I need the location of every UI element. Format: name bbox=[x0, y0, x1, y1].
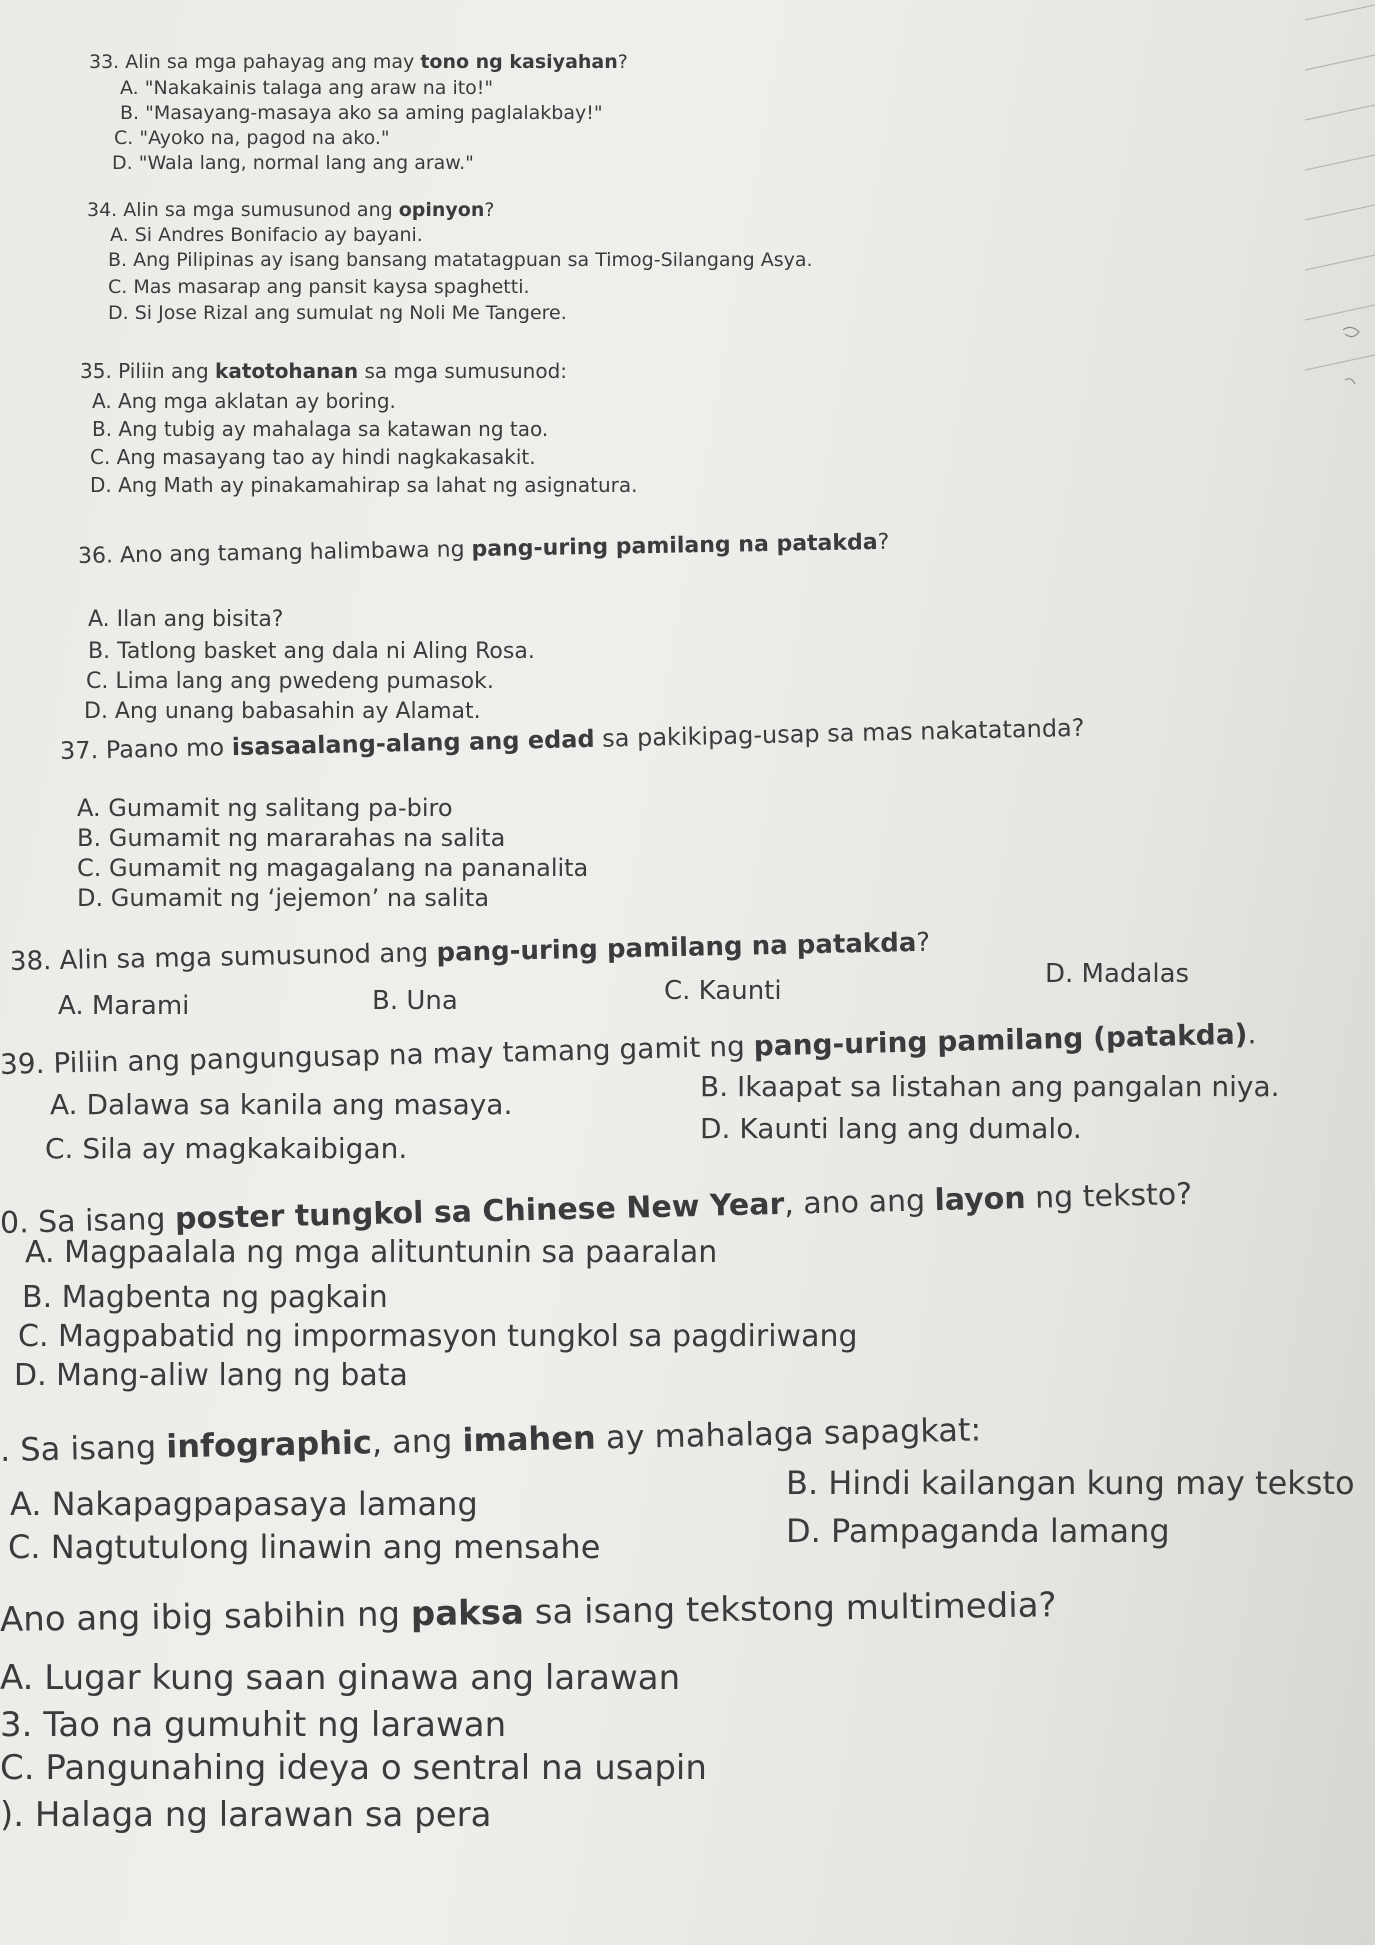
option-41-a[interactable]: A. Nakapagpapasaya lamang bbox=[10, 1485, 478, 1523]
option-33-b[interactable]: B. "Masayang-masaya ako sa aming paglalakbay!" bbox=[120, 102, 603, 124]
question-text: sa isang tekstong multimedia? bbox=[523, 1585, 1057, 1633]
option-37-c[interactable]: C. Gumamit ng magagalang na pananalita bbox=[77, 854, 589, 882]
option-42-d[interactable]: ). Halaga ng larawan sa pera bbox=[0, 1795, 492, 1835]
question-text: . bbox=[1247, 1017, 1257, 1051]
question-keyword: poster tungkol sa Chinese New Year bbox=[174, 1186, 785, 1237]
option-39-b[interactable]: B. Ikaapat sa listahan ang pangalan niya. bbox=[700, 1070, 1280, 1103]
question-text: ng teksto? bbox=[1025, 1176, 1193, 1216]
option-36-d[interactable]: D. Ang unang babasahin ay Alamat. bbox=[84, 699, 481, 724]
question-text: sa mga sumusunod: bbox=[358, 359, 568, 383]
option-42-b[interactable]: 3. Tao na gumuhit ng larawan bbox=[0, 1705, 507, 1745]
question-text: 34. Alin sa mga sumusunod ang bbox=[87, 199, 399, 221]
question-keyword: layon bbox=[934, 1180, 1027, 1219]
option-36-c[interactable]: C. Lima lang ang pwedeng pumasok. bbox=[86, 669, 494, 694]
option-37-b[interactable]: B. Gumamit ng mararahas na salita bbox=[77, 824, 506, 852]
question-36 bbox=[78, 531, 890, 569]
option-33-d[interactable]: D. "Wala lang, normal lang ang araw." bbox=[112, 152, 474, 174]
option-34-c[interactable]: C. Mas masarap ang pansit kaysa spaghetti. bbox=[108, 276, 530, 298]
question-text: 37. Paano mo bbox=[59, 733, 233, 765]
option-35-d[interactable]: D. Ang Math ay pinakamahirap sa lahat ng asignatura. bbox=[90, 473, 638, 497]
notebook-lines-background bbox=[1305, 0, 1375, 420]
question-text: 36. Ano ang tamang halimbawa ng bbox=[77, 537, 472, 569]
option-39-c[interactable]: C. Sila ay magkakaibigan. bbox=[45, 1132, 408, 1165]
question-33 bbox=[89, 52, 628, 73]
option-40-c[interactable]: C. Magpabatid ng impormasyon tungkol sa pagdiriwang bbox=[18, 1319, 858, 1354]
question-text: Ano ang ibig sabihin ng bbox=[0, 1594, 412, 1640]
question-text: ay mahalaga sapagkat: bbox=[595, 1410, 982, 1457]
option-36-a[interactable]: A. Ilan ang bisita? bbox=[88, 607, 284, 632]
question-text: 33. Alin sa mga pahayag ang may bbox=[89, 51, 421, 73]
question-keyword: infographic bbox=[165, 1423, 373, 1466]
question-keyword: opinyon bbox=[398, 199, 485, 221]
question-40 bbox=[0, 1178, 1192, 1240]
option-38-a[interactable]: A. Marami bbox=[58, 991, 190, 1021]
option-37-d[interactable]: D. Gumamit ng ‘jejemon’ na salita bbox=[77, 884, 490, 912]
question-text: 0. Sa isang bbox=[0, 1201, 176, 1241]
question-keyword: tono ng kasiyahan bbox=[420, 51, 618, 73]
question-keyword: pang-uring pamilang na patakda bbox=[471, 530, 878, 563]
question-text: 35. Piliin ang bbox=[80, 359, 216, 383]
option-41-b[interactable]: B. Hindi kailangan kung may teksto bbox=[786, 1464, 1355, 1502]
option-41-c[interactable]: C. Nagtutulong linawin ang mensahe bbox=[8, 1528, 601, 1566]
question-41 bbox=[0, 1412, 982, 1468]
option-38-d[interactable]: D. Madalas bbox=[1045, 959, 1190, 989]
question-text: sa pakikipag-usap sa mas nakatatanda? bbox=[594, 713, 1085, 753]
option-34-b[interactable]: B. Ang Pilipinas ay isang bansang matatagpuan sa Timog-Silangang Asya. bbox=[108, 249, 813, 271]
question-text: ? bbox=[916, 927, 931, 959]
option-40-d[interactable]: D. Mang-aliw lang ng bata bbox=[14, 1358, 408, 1393]
question-keyword: pang-uring pamilang na patakda bbox=[436, 928, 917, 969]
question-42 bbox=[0, 1587, 1057, 1639]
question-text: ? bbox=[484, 199, 495, 221]
option-39-a[interactable]: A. Dalawa sa kanila ang masaya. bbox=[50, 1088, 513, 1121]
question-text: 39. Piliin ang pangungusap na may tamang gamit ng bbox=[0, 1029, 755, 1081]
question-34 bbox=[87, 200, 494, 221]
option-33-c[interactable]: C. "Ayoko na, pagod na ako." bbox=[114, 127, 390, 149]
question-35 bbox=[80, 360, 567, 382]
option-41-d[interactable]: D. Pampaganda lamang bbox=[786, 1512, 1170, 1550]
question-keyword: paksa bbox=[410, 1592, 525, 1635]
option-35-c[interactable]: C. Ang masayang tao ay hindi nagkakasakit. bbox=[90, 445, 536, 469]
question-keyword: katotohanan bbox=[215, 359, 359, 383]
option-37-a[interactable]: A. Gumamit ng salitang pa-biro bbox=[77, 794, 453, 822]
question-text: , ano ang bbox=[783, 1183, 935, 1222]
option-38-b[interactable]: B. Una bbox=[372, 986, 458, 1016]
option-39-d[interactable]: D. Kaunti lang ang dumalo. bbox=[700, 1112, 1082, 1145]
option-33-a[interactable]: A. "Nakakainis talaga ang araw na ito!" bbox=[120, 77, 494, 99]
question-text: , ang bbox=[371, 1421, 463, 1462]
option-40-b[interactable]: B. Magbenta ng pagkain bbox=[22, 1280, 388, 1315]
question-keyword: isasaalang-alang ang edad bbox=[231, 724, 595, 762]
question-38 bbox=[10, 929, 931, 977]
option-36-b[interactable]: B. Tatlong basket ang dala ni Aling Rosa. bbox=[88, 639, 535, 664]
option-42-a[interactable]: A. Lugar kung saan ginawa ang larawan bbox=[0, 1658, 681, 1698]
question-text: . Sa isang bbox=[0, 1427, 167, 1469]
option-38-c[interactable]: C. Kaunti bbox=[664, 976, 782, 1006]
option-35-a[interactable]: A. Ang mga aklatan ay boring. bbox=[92, 389, 396, 413]
question-text: ? bbox=[877, 529, 890, 556]
option-34-a[interactable]: A. Si Andres Bonifacio ay bayani. bbox=[110, 224, 423, 246]
question-text: ? bbox=[617, 51, 628, 73]
option-42-c[interactable]: C. Pangunahing ideya o sentral na usapin bbox=[0, 1748, 707, 1788]
option-40-a[interactable]: A. Magpaalala ng mga alituntunin sa paaralan bbox=[25, 1235, 718, 1270]
question-keyword: pang-uring pamilang (patakda) bbox=[753, 1017, 1248, 1063]
question-text: 38. Alin sa mga sumusunod ang bbox=[9, 938, 437, 977]
option-35-b[interactable]: B. Ang tubig ay mahalaga sa katawan ng tao. bbox=[92, 417, 549, 441]
question-keyword: imahen bbox=[462, 1418, 597, 1460]
option-34-d[interactable]: D. Si Jose Rizal ang sumulat ng Noli Me Tangere. bbox=[108, 302, 567, 324]
